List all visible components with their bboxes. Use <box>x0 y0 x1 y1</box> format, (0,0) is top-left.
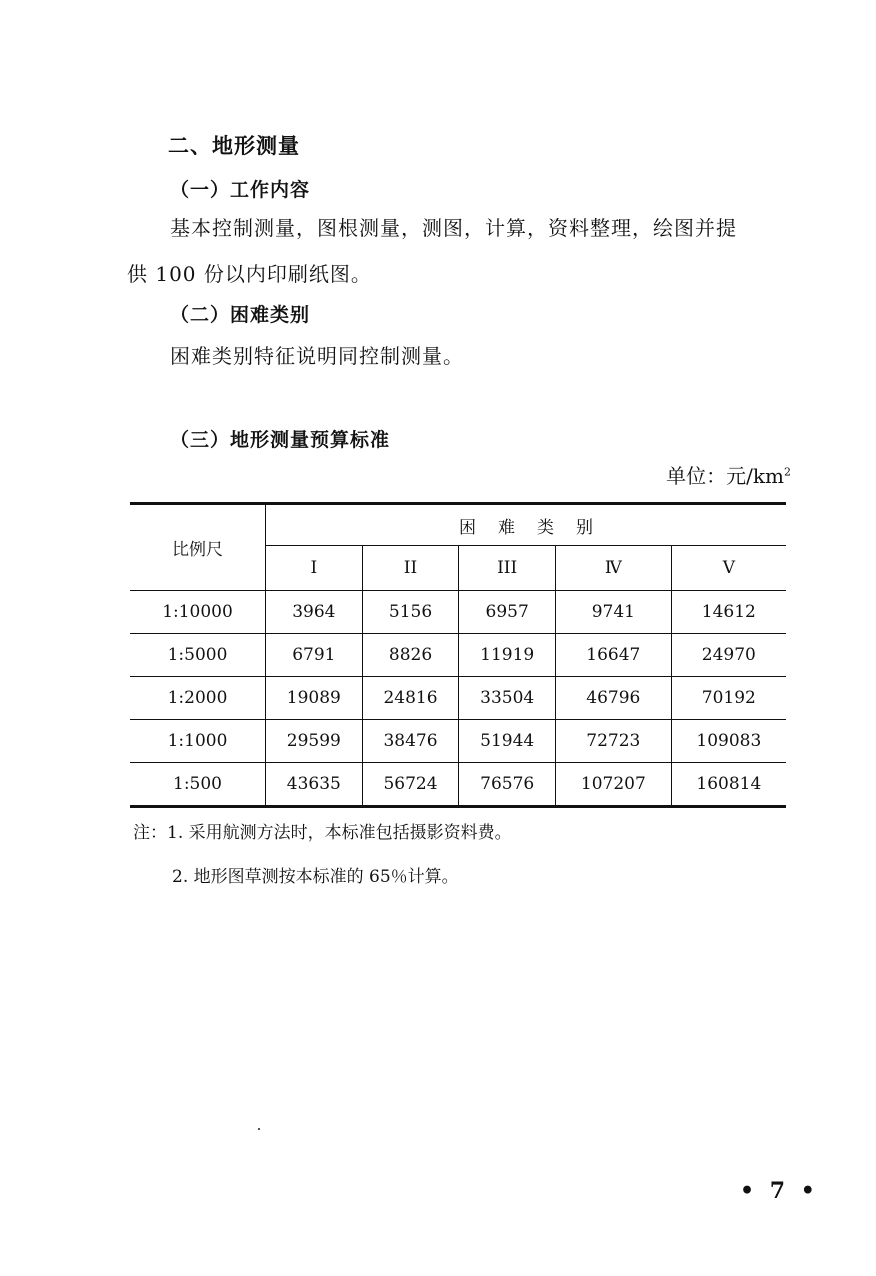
subsection-heading-budget-standard: （三）地形测量预算标准 <box>170 429 391 451</box>
table-row <box>130 634 786 677</box>
difficulty-text: 困难类别特征说明同控制测量。 <box>170 344 464 368</box>
subsection-heading-work-content: （一）工作内容 <box>170 179 311 201</box>
table-cell: 24970 <box>671 634 786 677</box>
table-cell: 6957 <box>459 591 556 634</box>
table-cell: 14612 <box>671 591 786 634</box>
note-1: 注：1. 采用航测方法时，本标准包括摄影资料费。 <box>133 823 512 843</box>
table-cell: 72723 <box>556 720 672 763</box>
header-col-2: II <box>362 546 459 591</box>
table-cell: 70192 <box>671 677 786 720</box>
unit-label <box>666 460 791 489</box>
table-cell: 6791 <box>266 634 363 677</box>
table-cell: 9741 <box>556 591 672 634</box>
table-cell: 76576 <box>459 763 556 807</box>
page-number: • 7 • <box>740 1178 819 1204</box>
row-scale: 1:10000 <box>130 591 266 634</box>
table-cell: 5156 <box>362 591 459 634</box>
header-scale: 比例尺 <box>130 504 266 591</box>
table-cell: 24816 <box>362 677 459 720</box>
table-cell: 109083 <box>671 720 786 763</box>
header-col-3: III <box>459 546 556 591</box>
table-cell: 8826 <box>362 634 459 677</box>
table-cell: 33504 <box>459 677 556 720</box>
row-scale: 1:500 <box>130 763 266 807</box>
table-row <box>130 720 786 763</box>
table-row <box>130 763 786 807</box>
table-row <box>130 677 786 720</box>
header-col-1: I <box>266 546 363 591</box>
section-title: 二、地形测量 <box>168 133 300 158</box>
table-row <box>130 591 786 634</box>
header-col-4: Ⅳ <box>556 546 672 591</box>
work-content-line-1: 基本控制测量，图根测量，测图，计算，资料整理，绘图并提 <box>170 216 737 240</box>
subsection-heading-difficulty: （二）困难类别 <box>170 304 311 326</box>
table-cell: 29599 <box>266 720 363 763</box>
unit-text: 单位：元/km <box>666 464 784 488</box>
budget-table <box>130 502 786 808</box>
table-cell: 43635 <box>266 763 363 807</box>
row-scale: 1:1000 <box>130 720 266 763</box>
table-cell: 107207 <box>556 763 672 807</box>
table-cell: 11919 <box>459 634 556 677</box>
table-cell: 51944 <box>459 720 556 763</box>
table-cell: 160814 <box>671 763 786 807</box>
table-cell: 56724 <box>362 763 459 807</box>
row-scale: 1:5000 <box>130 634 266 677</box>
table-cell: 19089 <box>266 677 363 720</box>
table-cell: 3964 <box>266 591 363 634</box>
note-2: 2. 地形图草测按本标准的 65％计算。 <box>172 867 459 887</box>
table-cell: 46796 <box>556 677 672 720</box>
header-col-5: V <box>671 546 786 591</box>
unit-superscript: 2 <box>784 465 791 479</box>
table-cell: 38476 <box>362 720 459 763</box>
header-difficulty-category: 困难类别 <box>266 504 787 546</box>
table-cell: 16647 <box>556 634 672 677</box>
work-content-line-2: 供 100 份以内印刷纸图。 <box>127 262 372 286</box>
scan-speck <box>258 1128 260 1130</box>
row-scale: 1:2000 <box>130 677 266 720</box>
